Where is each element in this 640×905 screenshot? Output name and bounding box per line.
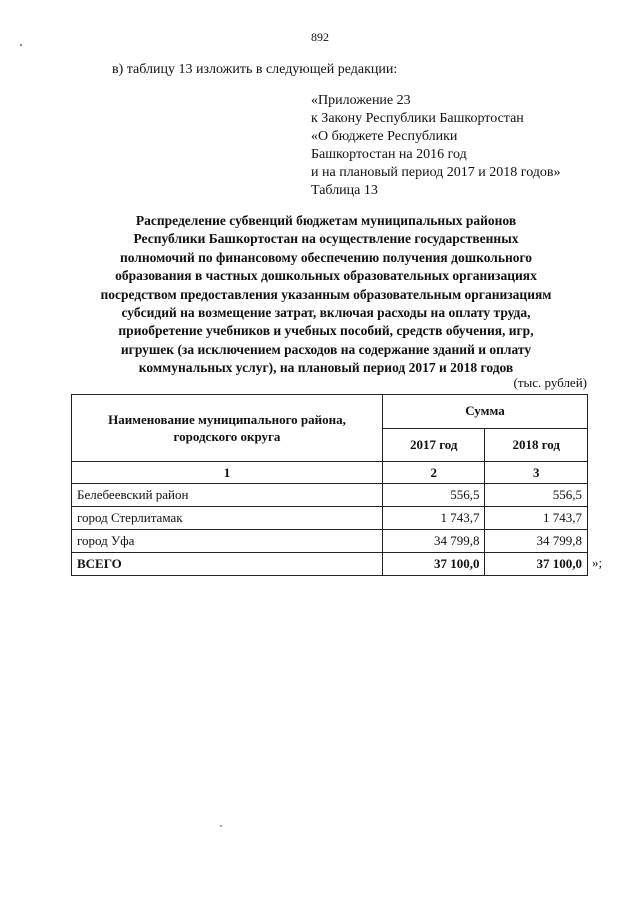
title-line: коммунальных услуг), на плановый период 2017 и 2018 годов	[138, 360, 514, 376]
title-line: игрушек (за исключением расходов на содержание зданий и оплату	[120, 341, 532, 357]
appendix-reference	[311, 92, 561, 200]
column-header-2017: 2017 год	[382, 428, 485, 462]
title-line: полномочий по финансовому обеспечению получения дошкольного	[119, 249, 533, 265]
district-name: город Уфа	[72, 530, 383, 553]
column-index: 3	[485, 462, 588, 484]
closing-quote: »;	[592, 555, 603, 570]
total-row	[72, 553, 588, 576]
column-header-sum: Сумма	[382, 395, 587, 429]
column-header-2018: 2018 год	[485, 428, 588, 462]
title-line: субсидий на возмещение затрат, включая расходы на оплату труда,	[121, 305, 531, 321]
column-index-row	[72, 462, 588, 484]
table-row	[72, 530, 588, 553]
total-2017: 37 100,0	[382, 553, 485, 576]
subventions-table	[71, 394, 588, 576]
amount-2017: 556,5	[382, 484, 485, 507]
title-line: приобретение учебников и учебных пособий, средств обучения, игр,	[118, 323, 534, 339]
units-label: (тыс. рублей)	[513, 375, 587, 390]
title-line: Республики Башкортостан на осуществление государственных	[133, 231, 519, 247]
amount-2017: 1 743,7	[382, 507, 485, 530]
appendix-line: и на плановый период 2017 и 2018 годов»	[311, 165, 561, 180]
document-title	[62, 212, 590, 378]
district-name: Белебеевский район	[72, 484, 383, 507]
table-row	[72, 484, 588, 507]
amount-2018: 1 743,7	[485, 507, 588, 530]
appendix-line: к Закону Республики Башкортостан	[311, 111, 524, 126]
appendix-line: «О бюджете Республики	[311, 129, 458, 144]
appendix-line: Таблица 13	[311, 183, 378, 198]
scan-speck	[220, 825, 222, 827]
title-line: образования в частных дошкольных образовательных организациях	[115, 268, 537, 284]
title-line: Распределение субвенций бюджетам муниципальных районов	[135, 213, 517, 228]
intro-text: в) таблицу 13 изложить в следующей редакции:	[112, 62, 398, 77]
district-name: город Стерлитамак	[72, 507, 383, 530]
page-number: 892	[311, 30, 329, 44]
appendix-line: «Приложение 23	[311, 93, 411, 108]
column-header-name: Наименование муниципального района, городского округа	[72, 395, 383, 462]
column-index: 2	[382, 462, 485, 484]
total-label: ВСЕГО	[72, 553, 383, 576]
amount-2018: 34 799,8	[485, 530, 588, 553]
title-line: посредством предоставления указанным образовательным организациям	[100, 286, 552, 302]
appendix-line: Башкортостан на 2016 год	[311, 147, 467, 162]
amount-2017: 34 799,8	[382, 530, 485, 553]
table-row	[72, 507, 588, 530]
amount-2018: 556,5	[485, 484, 588, 507]
total-2018: 37 100,0	[485, 553, 588, 576]
column-index: 1	[72, 462, 383, 484]
